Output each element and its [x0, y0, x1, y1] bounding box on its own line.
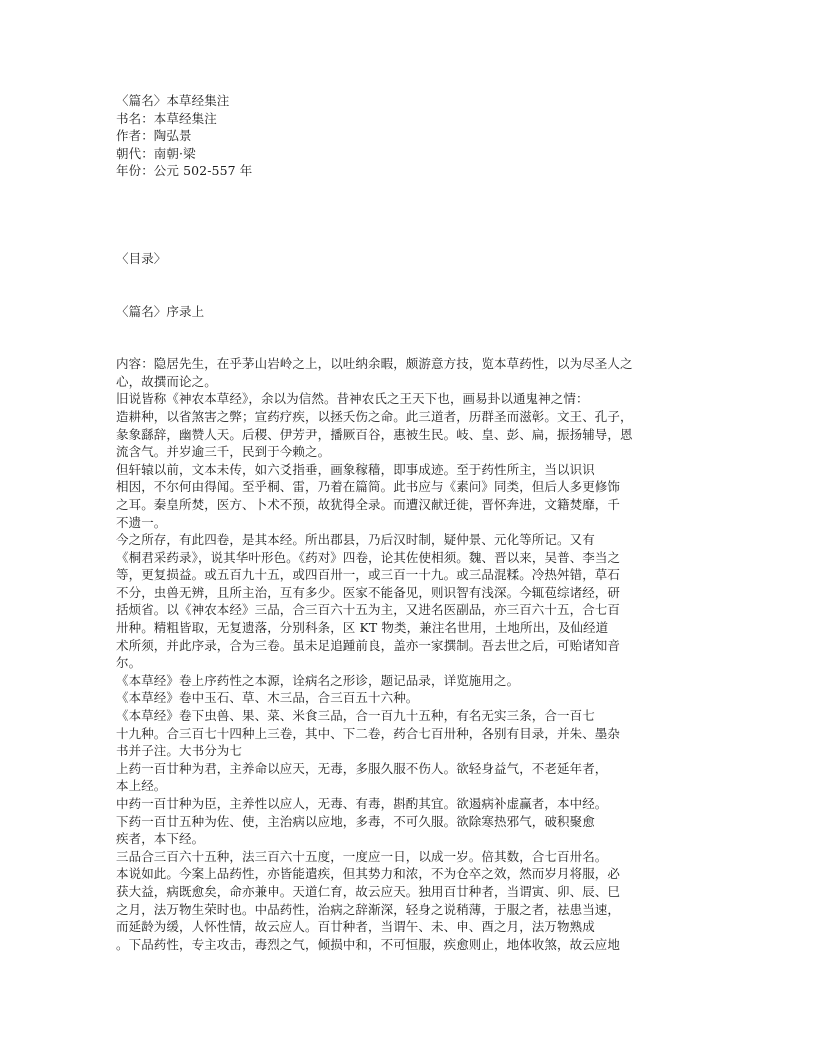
- body-line: 括烦省。以《神农本经》三品，合三百六十五为主，又进名医副品，亦三百六十五，合七百: [116, 602, 621, 618]
- document-body: [116, 355, 706, 953]
- body-line: 《本草经》卷上序药性之本源，诠病名之形诊，题记品录，详览施用之。: [116, 672, 520, 688]
- body-line: 本上经。: [116, 778, 167, 794]
- body-line: 获大益，病既愈矣，命亦兼申。天道仁育，故云应天。独用百廿种者，当谓寅、卯、辰、巳: [116, 883, 621, 899]
- body-line: 彖象繇辞，幽赞人天。后稷、伊芳尹，播厥百谷，惠被生民。岐、皇、彭、扁，振扬辅导，恩: [116, 426, 633, 442]
- body-line: 流含气。并岁逾三千，民到于今赖之。: [116, 444, 331, 460]
- body-line: 心，故撰而论之。: [116, 373, 217, 389]
- body-line: 下药一百廿五种为佐、使，主治病以应地，多毒，不可久服。欲除寒热邪气，破积聚愈: [116, 813, 595, 829]
- header-title-tag: 〈篇名〉本草经集注: [116, 93, 230, 108]
- body-line: 相因，不尔何由得闻。至乎桐、雷，乃着在篇简。此书应与《素问》同类，但后人多更修饰: [116, 479, 621, 495]
- body-line: 术所须，并此序录，合为三卷。虽未足追踵前良，盖亦一家撰制。吾去世之后，可贻诸知音: [116, 637, 621, 653]
- body-line: 《本草经》卷中玉石、草、木三品，合三百五十六种。: [116, 690, 419, 706]
- body-line: 书并子注。大书分为七: [116, 743, 243, 759]
- body-line: 之耳。秦皇所焚，医方、卜术不预，故犹得全录。而遭汉献迁徙，晋怀奔进，文籍焚靡，千: [116, 496, 621, 512]
- toc-heading: 〈目录〉: [116, 250, 167, 266]
- body-line: 今之所存，有此四卷，是其本经。所出郡县，乃后汉时制，疑仲景、元化等所记。又有: [116, 532, 595, 548]
- header-dynasty: 朝代：南朝·梁: [116, 145, 196, 161]
- body-line: 《桐君采药录》，说其华叶形色。《药对》四卷，论其佐使相须。魏、晋以来，吴普、李当之: [116, 549, 621, 565]
- section-spacer: [116, 320, 706, 355]
- body-line: 十九种。合三百七十四种上三卷，其中、下二卷，药合七百卅种，各别有目录，并朱、墨杂: [116, 725, 621, 741]
- body-line: 但轩辕以前，文本未传，如六爻指垂，画象稼穑，即事成迹。至于药性所主，当以识识: [116, 461, 595, 477]
- header-spacer: [116, 180, 706, 250]
- body-line: 本说如此。今案上品药性，亦皆能遣疾，但其势力和浓，不为仓卒之效，然而岁月将服，必: [116, 866, 621, 882]
- body-line: 而延龄为缓，人怀性情，故云应人。百廿种者，当谓午、未、申、酉之月，法万物熟成: [116, 919, 595, 935]
- document-content: [116, 92, 706, 953]
- body-line: 造耕种，以省煞害之弊；宣药疗疾，以拯夭伤之命。此三道者，历群圣而滋彰。文王、孔子，: [116, 408, 633, 424]
- toc-spacer: [116, 268, 706, 303]
- body-line: 。下品药性，专主攻击，毒烈之气，倾损中和，不可恒服，疾愈则止，地体收煞，故云应地: [116, 936, 621, 952]
- body-line: 旧说皆称《神农本草经》，余以为信然。昔神农氏之王天下也，画易卦以通鬼神之情：: [116, 391, 589, 407]
- body-line: 上药一百廿种为君，主养命以应天，无毒，多服久服不伤人。欲轻身益气，不老延年者，: [116, 760, 608, 776]
- body-line: 不遗一。: [116, 514, 167, 530]
- header-year: 年份：公元 502-557 年: [116, 163, 253, 179]
- body-line: 等，更复损益。或五百九十五，或四百卅一，或三百一十九。或三品混糅。冷热舛错，草石: [116, 567, 621, 583]
- section-heading: 〈篇名〉序录上: [116, 303, 205, 319]
- header-author: 作者：陶弘景: [116, 128, 192, 144]
- body-line: 卅种。精粗皆取，无复遗落，分别科条，区 KT 物类，兼注名世用，土地所出，及仙经道: [116, 620, 609, 636]
- body-line: 内容：隐居先生，在乎茅山岩岭之上，以吐纳余暇，颇游意方技，览本草药性，以为尽圣人之: [116, 356, 633, 372]
- body-line: 三品合三百六十五种，法三百六十五度，一度应一日，以成一岁。倍其数，合七百卅名。: [116, 848, 608, 864]
- body-line: 尔。: [116, 655, 142, 671]
- body-line: 疾者，本下经。: [116, 831, 205, 847]
- body-line: 之月，法万物生荣时也。中品药性，治病之辞渐深，轻身之说稍薄，于服之者，祛患当速，: [116, 901, 621, 917]
- body-line: 不分，虫兽无辨，且所主治，互有多少。医家不能备见，则识智有浅深。今辄苞综诸经，研: [116, 584, 621, 600]
- body-line: 中药一百廿种为臣，主养性以应人，无毒、有毒，斟酌其宜。欲遏病补虚赢者，本中经。: [116, 796, 608, 811]
- body-line: 《本草经》卷下虫兽、果、菜、米食三品，合一百九十五种，有名无实三条，合一百七: [116, 708, 595, 724]
- header-book-name: 书名：本草经集注: [116, 110, 217, 126]
- document-header: [116, 92, 706, 180]
